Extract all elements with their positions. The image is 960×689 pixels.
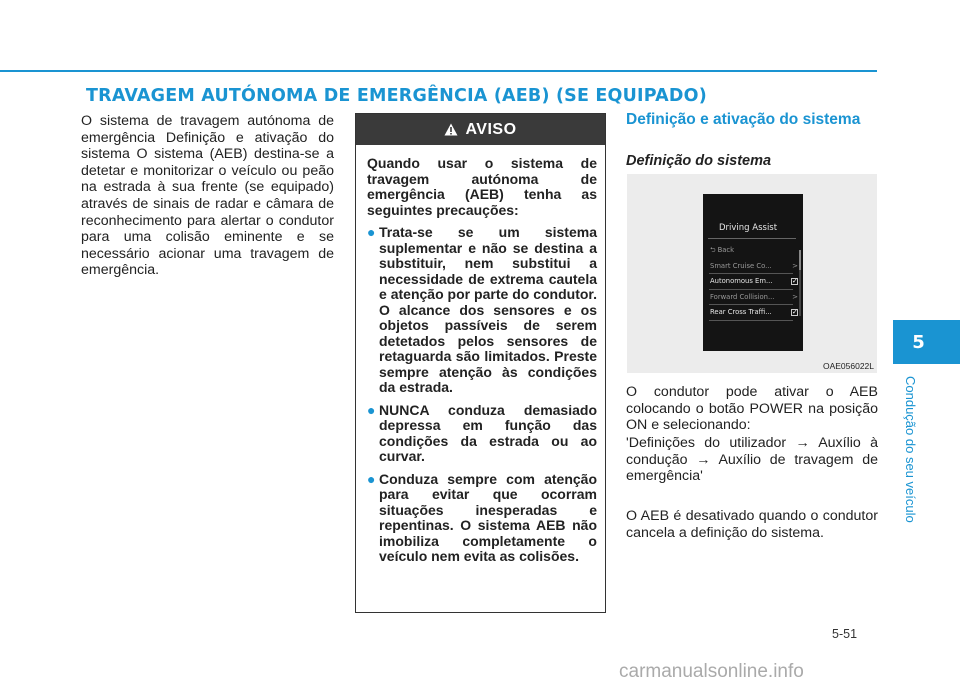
deactivation-paragraph: O AEB é desativado quando o condutor cancela a definição do sistema. [626, 508, 878, 541]
warning-triangle-icon [444, 123, 458, 136]
header-rule [0, 70, 877, 72]
chapter-number: 5 [912, 331, 925, 353]
screen-title: Driving Assist [719, 223, 778, 233]
bullet-icon: ● [367, 401, 376, 418]
bullet-icon: ● [367, 224, 376, 240]
figure-driving-assist [627, 174, 877, 373]
chapter-name: Condução do seu veículo [903, 376, 918, 523]
warning-item: ● Trata-se se um sistema suplementar e não se destina a substituir, nem substitui a necessidade de extrema cautela e atenção por parte do condutor. O alcance dos sensores e os objetos passíveis de serem detetados pelos sensores de retaguarda são limitados. Preste sempre atenção às condições da estrada. [367, 224, 597, 395]
bullet-icon: ● [367, 470, 376, 487]
intro-paragraph: O sistema de travagem autónoma de emergência Definição e ativação do sistema O sistema (AEB) destina-se a detetar e monitorizar o veículo ou peão na estrada à sua frente (se equipado) através de sinais de radar e câmara de reconhecimento para alertar o condutor para uma colisão eminente e se necessário acionar uma travagem de emergência. [81, 113, 334, 279]
page-title: TRAVAGEM AUTÓNOMA DE EMERGÊNCIA (AEB) (SE EQUIPADO) [86, 86, 707, 106]
checkbox-checked-icon[interactable]: ✓ [792, 277, 798, 285]
warning-header [356, 114, 605, 145]
warning-item: ● NUNCA conduza demasiado depressa em função das condições da estrada ou ao curvar. [367, 401, 597, 464]
subsection-title: Definição do sistema [626, 153, 772, 169]
figure-code: OAE056022L [822, 361, 874, 371]
menu-item-back[interactable]: ⮌ Back [710, 246, 735, 254]
menu-item-rear-cross-traffic[interactable]: Rear Cross Traffi... ✓ [709, 305, 803, 321]
chevron-right-icon: > [792, 292, 798, 301]
checkbox-checked-icon[interactable]: ✓ [792, 308, 798, 316]
display-screen [703, 194, 803, 351]
screen-divider [708, 238, 796, 239]
warning-lead: Quando usar o sistema de travagem autónoma de emergência (AEB) tenha as seguintes precauções: [367, 155, 597, 218]
warning-box [355, 113, 606, 613]
menu-item-autonomous-emergency[interactable]: Autonomous Em... ✓ [709, 274, 803, 290]
warning-list [367, 225, 597, 565]
screen-menu [709, 243, 803, 321]
chapter-tab [893, 320, 960, 364]
warning-header-label: AVISO [465, 120, 517, 138]
menu-path-paragraph: 'Definições do utilizador → Auxílio à condução → Auxílio de travagem de emergência' [626, 435, 878, 485]
chevron-right-icon: > [792, 261, 798, 270]
activation-paragraph: O condutor pode ativar o AEB colocando o botão POWER na posição ON e selecionando: [626, 384, 878, 434]
menu-item-forward-collision[interactable]: Forward Collision... > [709, 290, 803, 306]
watermark: carmanualsonline.info [619, 661, 804, 682]
warning-item: ● Conduza sempre com atenção para evitar que ocorram situações inesperadas e repentinas. O sistema AEB não imobiliza completamente o veículo nem evita as colisões. [367, 470, 597, 564]
warning-body [356, 145, 605, 565]
screen-scroll-thumb [799, 250, 801, 270]
menu-item-smart-cruise[interactable]: Smart Cruise Co... > [709, 259, 803, 275]
section-title: Definição e ativação do sistema [626, 111, 861, 128]
page-number: 5-51 [832, 627, 858, 641]
